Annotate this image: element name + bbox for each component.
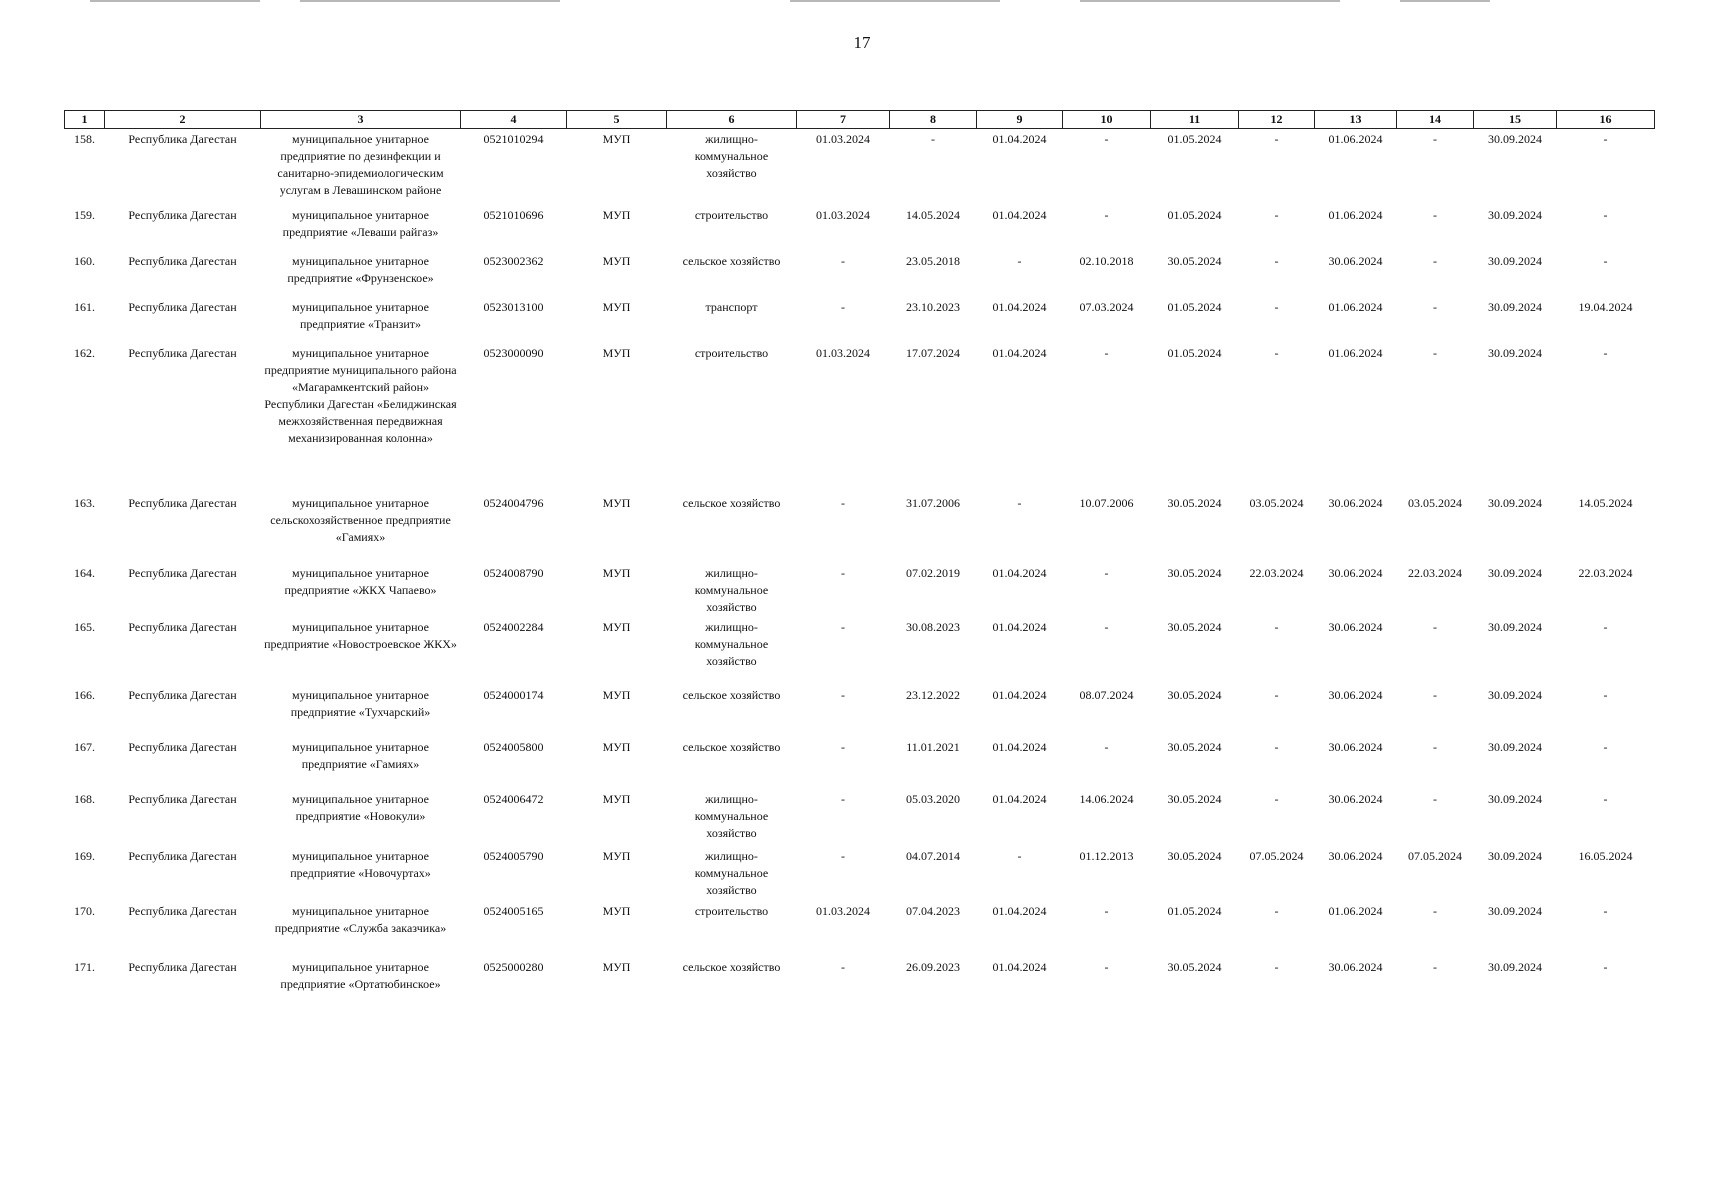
table-row <box>65 957 1655 1007</box>
column-header: 9 <box>977 111 1063 129</box>
sector-cell: сельское хозяйство <box>682 959 781 974</box>
table-row <box>65 846 1655 901</box>
column-header: 5 <box>567 111 667 129</box>
row-number: 165. <box>74 619 95 634</box>
legal-form-cell: МУП <box>602 903 631 918</box>
date-cell: 17.07.2024 <box>906 345 960 360</box>
column-header: 16 <box>1557 111 1655 129</box>
column-header: 6 <box>667 111 797 129</box>
date-cell: - <box>841 495 845 510</box>
date-cell: - <box>1603 903 1608 918</box>
date-cell: - <box>1104 345 1109 360</box>
date-cell: 01.04.2024 <box>992 959 1047 974</box>
sector-cell: жилищно-коммунальное хозяйство <box>694 791 769 840</box>
date-cell: 01.12.2013 <box>1079 848 1134 863</box>
scan-edge-line <box>1080 0 1340 2</box>
date-cell: - <box>1274 132 1279 146</box>
region-cell: Республика Дагестан <box>128 903 237 918</box>
date-cell: 01.04.2024 <box>992 687 1047 702</box>
date-cell: 30.09.2024 <box>1488 791 1542 806</box>
column-header: 8 <box>890 111 977 129</box>
date-cell: 02.10.2018 <box>1079 253 1134 268</box>
inn-cell: 0524005165 <box>483 903 544 918</box>
inn-cell: 0524006472 <box>483 791 544 806</box>
region-cell: Республика Дагестан <box>128 619 237 634</box>
column-header: 3 <box>261 111 461 129</box>
legal-form-cell: МУП <box>602 739 631 754</box>
date-cell: - <box>841 299 845 314</box>
column-number-row <box>65 111 1655 129</box>
column-header: 11 <box>1151 111 1239 129</box>
date-cell: 01.04.2024 <box>992 565 1047 580</box>
date-cell: 30.08.2023 <box>906 619 960 634</box>
row-number: 170. <box>74 903 95 918</box>
date-cell: - <box>841 848 845 863</box>
date-cell: 07.04.2023 <box>906 903 960 918</box>
row-number: 171. <box>74 959 95 974</box>
column-header: 12 <box>1239 111 1315 129</box>
date-cell: - <box>1274 253 1279 268</box>
inn-cell: 0523002362 <box>483 253 544 268</box>
date-cell: 01.04.2024 <box>992 207 1047 222</box>
date-cell: 04.07.2014 <box>906 848 960 863</box>
table-row <box>65 563 1655 617</box>
date-cell: - <box>1017 253 1022 268</box>
date-cell: 30.06.2024 <box>1328 495 1383 510</box>
date-cell: 30.05.2024 <box>1167 791 1222 806</box>
date-cell: 14.05.2024 <box>906 207 960 222</box>
date-cell: 07.03.2024 <box>1079 299 1134 314</box>
date-cell: - <box>1433 132 1437 146</box>
date-cell: - <box>841 253 845 268</box>
date-cell: 30.06.2024 <box>1328 565 1383 580</box>
region-cell: Республика Дагестан <box>128 207 237 222</box>
enterprise-name-cell: муниципальное унитарное предприятие «Служба заказчика» <box>274 903 447 935</box>
date-cell: - <box>1274 739 1279 754</box>
date-cell: - <box>1433 959 1437 974</box>
inn-cell: 0523000090 <box>483 345 544 360</box>
enterprise-name-cell: муниципальное унитарное предприятие «Новостроевское ЖКХ» <box>264 619 457 651</box>
legal-form-cell: МУП <box>602 207 631 222</box>
date-cell: - <box>841 791 845 806</box>
legal-form-cell: МУП <box>602 495 631 510</box>
date-cell: 05.03.2020 <box>906 791 960 806</box>
date-cell: 30.06.2024 <box>1328 791 1383 806</box>
date-cell: 30.06.2024 <box>1328 959 1383 974</box>
date-cell: - <box>1433 207 1437 222</box>
date-cell: 30.06.2024 <box>1328 739 1383 754</box>
table-row <box>65 205 1655 251</box>
column-header: 14 <box>1397 111 1474 129</box>
legal-form-cell: МУП <box>602 687 631 702</box>
date-cell: 01.04.2024 <box>992 739 1047 754</box>
sector-cell: строительство <box>694 345 769 360</box>
date-cell: - <box>841 565 845 580</box>
legal-form-cell: МУП <box>602 791 631 806</box>
date-cell: - <box>1433 739 1437 754</box>
row-number: 159. <box>74 207 95 222</box>
date-cell: - <box>1433 687 1437 702</box>
date-cell: - <box>1433 299 1437 314</box>
sector-cell: жилищно-коммунальное хозяйство <box>694 619 769 668</box>
date-cell: - <box>1433 345 1437 360</box>
enterprise-name-cell: муниципальное унитарное предприятие по дезинфекции и санитарно-эпидемиологическим услугам в Левашинском районе <box>277 132 444 197</box>
date-cell: 01.04.2024 <box>992 619 1047 634</box>
date-cell: 30.09.2024 <box>1488 132 1542 146</box>
date-cell: 23.10.2023 <box>906 299 960 314</box>
scan-edge-line <box>90 0 260 2</box>
date-cell: 30.09.2024 <box>1488 345 1542 360</box>
date-cell: 23.12.2022 <box>906 687 960 702</box>
enterprise-name-cell: муниципальное унитарное сельскохозяйственное предприятие «Гамиях» <box>270 495 451 544</box>
column-header: 2 <box>105 111 261 129</box>
date-cell: 01.05.2024 <box>1167 903 1222 918</box>
date-cell: - <box>1274 619 1279 634</box>
date-cell: 01.03.2024 <box>816 207 870 222</box>
inn-cell: 0521010294 <box>483 132 544 146</box>
date-cell: 14.06.2024 <box>1079 791 1134 806</box>
date-cell: 30.09.2024 <box>1488 959 1542 974</box>
date-cell: 30.09.2024 <box>1488 565 1542 580</box>
date-cell: 19.04.2024 <box>1578 299 1633 314</box>
date-cell: - <box>1603 345 1608 360</box>
scan-edge-line <box>300 0 560 2</box>
date-cell: 01.05.2024 <box>1167 345 1222 360</box>
date-cell: 16.05.2024 <box>1578 848 1633 863</box>
inn-cell: 0524004796 <box>483 495 544 510</box>
date-cell: - <box>1603 253 1608 268</box>
table-row <box>65 129 1655 205</box>
date-cell: - <box>1104 565 1109 580</box>
date-cell: - <box>841 739 845 754</box>
date-cell: 07.05.2024 <box>1408 848 1462 863</box>
table-row <box>65 737 1655 789</box>
column-header: 13 <box>1315 111 1397 129</box>
date-cell: - <box>1603 132 1608 146</box>
date-cell: 30.05.2024 <box>1167 565 1222 580</box>
region-cell: Республика Дагестан <box>128 253 237 268</box>
region-cell: Республика Дагестан <box>128 959 237 974</box>
date-cell: 01.06.2024 <box>1328 299 1383 314</box>
date-cell: 30.09.2024 <box>1488 619 1542 634</box>
date-cell: 30.06.2024 <box>1328 619 1383 634</box>
scan-edge-line <box>1400 0 1490 2</box>
enterprise-name-cell: муниципальное унитарное предприятие «Гамиях» <box>292 739 429 771</box>
region-cell: Республика Дагестан <box>128 687 237 702</box>
date-cell: 01.05.2024 <box>1167 207 1222 222</box>
date-cell: - <box>1274 959 1279 974</box>
date-cell: 31.07.2006 <box>906 495 960 510</box>
date-cell: 30.09.2024 <box>1488 495 1542 510</box>
inn-cell: 0521010696 <box>483 207 544 222</box>
date-cell: 03.05.2024 <box>1408 495 1462 510</box>
enterprise-name-cell: муниципальное унитарное предприятие «Новочуртах» <box>290 848 431 880</box>
legal-form-cell: МУП <box>602 848 631 863</box>
date-cell: 30.09.2024 <box>1488 299 1542 314</box>
date-cell: 01.06.2024 <box>1328 903 1383 918</box>
column-header: 1 <box>65 111 105 129</box>
date-cell: 10.07.2006 <box>1079 495 1134 510</box>
date-cell: - <box>1603 687 1608 702</box>
legal-form-cell: МУП <box>602 132 631 146</box>
row-number: 169. <box>74 848 95 863</box>
legal-form-cell: МУП <box>602 959 631 974</box>
legal-form-cell: МУП <box>602 619 631 634</box>
date-cell: 01.05.2024 <box>1167 132 1222 146</box>
date-cell: - <box>1017 848 1022 863</box>
row-number: 158. <box>74 132 95 146</box>
date-cell: - <box>841 619 845 634</box>
date-cell: 30.09.2024 <box>1488 687 1542 702</box>
date-cell: 30.06.2024 <box>1328 253 1383 268</box>
date-cell: 11.01.2021 <box>906 739 960 754</box>
date-cell: - <box>1603 739 1608 754</box>
row-number: 167. <box>74 739 95 754</box>
date-cell: 22.03.2024 <box>1249 565 1304 580</box>
date-cell: 30.05.2024 <box>1167 495 1222 510</box>
table-row <box>65 789 1655 846</box>
date-cell: - <box>1274 299 1279 314</box>
sector-cell: транспорт <box>705 299 758 314</box>
enterprise-name-cell: муниципальное унитарное предприятие «Новокули» <box>292 791 429 823</box>
scan-edge-line <box>790 0 1000 2</box>
date-cell: 30.05.2024 <box>1167 959 1222 974</box>
region-cell: Республика Дагестан <box>128 299 237 314</box>
row-number: 168. <box>74 791 95 806</box>
date-cell: 07.02.2019 <box>906 565 960 580</box>
date-cell: 03.05.2024 <box>1249 495 1304 510</box>
date-cell: 30.09.2024 <box>1488 903 1542 918</box>
registry-table <box>64 110 1655 1007</box>
inn-cell: 0524008790 <box>483 565 544 580</box>
region-cell: Республика Дагестан <box>128 345 237 360</box>
date-cell: 01.05.2024 <box>1167 299 1222 314</box>
row-number: 164. <box>74 565 95 580</box>
enterprise-name-cell: муниципальное унитарное предприятие «Фрунзенское» <box>287 253 434 285</box>
date-cell: - <box>841 687 845 702</box>
enterprise-name-cell: муниципальное унитарное предприятие «Ортатюбинское» <box>280 959 441 991</box>
row-number: 161. <box>74 299 95 314</box>
region-cell: Республика Дагестан <box>128 848 237 863</box>
date-cell: 30.05.2024 <box>1167 848 1222 863</box>
date-cell: 22.03.2024 <box>1578 565 1633 580</box>
date-cell: 07.05.2024 <box>1249 848 1304 863</box>
table-row <box>65 685 1655 737</box>
date-cell: - <box>1104 739 1109 754</box>
date-cell: - <box>1274 345 1279 360</box>
date-cell: - <box>1017 495 1022 510</box>
date-cell: 01.04.2024 <box>992 132 1047 146</box>
date-cell: - <box>1603 959 1608 974</box>
row-number: 162. <box>74 345 95 360</box>
inn-cell: 0523013100 <box>483 299 544 314</box>
date-cell: 30.06.2024 <box>1328 848 1383 863</box>
date-cell: 08.07.2024 <box>1079 687 1134 702</box>
date-cell: 30.09.2024 <box>1488 253 1542 268</box>
date-cell: 30.05.2024 <box>1167 253 1222 268</box>
date-cell: 01.04.2024 <box>992 299 1047 314</box>
column-header: 7 <box>797 111 890 129</box>
date-cell: - <box>1274 687 1279 702</box>
date-cell: 30.06.2024 <box>1328 687 1383 702</box>
date-cell: - <box>1104 207 1109 222</box>
date-cell: 14.05.2024 <box>1578 495 1633 510</box>
sector-cell: сельское хозяйство <box>682 253 781 268</box>
date-cell: - <box>1433 791 1437 806</box>
date-cell: - <box>1274 791 1279 806</box>
sector-cell: сельское хозяйство <box>682 739 781 754</box>
enterprise-name-cell: муниципальное унитарное предприятие «Транзит» <box>292 299 429 331</box>
inn-cell: 0524002284 <box>483 619 544 634</box>
date-cell: 01.03.2024 <box>816 132 870 146</box>
date-cell: 01.04.2024 <box>992 903 1047 918</box>
row-number: 166. <box>74 687 95 702</box>
date-cell: - <box>841 959 845 974</box>
region-cell: Республика Дагестан <box>128 565 237 580</box>
inn-cell: 0525000280 <box>483 959 544 974</box>
enterprise-name-cell: муниципальное унитарное предприятие «ЖКХ Чапаево» <box>284 565 437 597</box>
table-row <box>65 343 1655 493</box>
table-row <box>65 251 1655 297</box>
legal-form-cell: МУП <box>602 253 631 268</box>
date-cell: - <box>1104 903 1109 918</box>
date-cell: - <box>1433 903 1437 918</box>
table-row <box>65 297 1655 343</box>
date-cell: 22.03.2024 <box>1408 565 1462 580</box>
date-cell: 01.03.2024 <box>816 903 870 918</box>
sector-cell: сельское хозяйство <box>682 495 781 510</box>
inn-cell: 0524000174 <box>483 687 544 702</box>
inn-cell: 0524005790 <box>483 848 544 863</box>
table-row <box>65 493 1655 563</box>
date-cell: - <box>1274 903 1279 918</box>
date-cell: 26.09.2023 <box>906 959 960 974</box>
enterprise-name-cell: муниципальное унитарное предприятие муниципального района «Магарамкентский район» Республики Дагестан «Белиджинская межхозяйственная передвижная механизированная колонна» <box>264 345 457 445</box>
sector-cell: строительство <box>694 903 769 918</box>
column-header: 15 <box>1474 111 1557 129</box>
date-cell: 01.03.2024 <box>816 345 870 360</box>
legal-form-cell: МУП <box>602 345 631 360</box>
date-cell: - <box>1104 619 1109 634</box>
enterprise-name-cell: муниципальное унитарное предприятие «Леваши райгаз» <box>282 207 439 239</box>
sector-cell: жилищно-коммунальное хозяйство <box>694 848 769 897</box>
page-number: 17 <box>853 33 871 52</box>
date-cell: - <box>1433 253 1437 268</box>
row-number: 163. <box>74 495 95 510</box>
date-cell: 01.06.2024 <box>1328 345 1383 360</box>
date-cell: 01.04.2024 <box>992 791 1047 806</box>
row-number: 160. <box>74 253 95 268</box>
date-cell: 01.06.2024 <box>1328 207 1383 222</box>
sector-cell: жилищно-коммунальное хозяйство <box>694 565 769 614</box>
date-cell: - <box>1104 959 1109 974</box>
date-cell: - <box>931 132 935 146</box>
sector-cell: сельское хозяйство <box>682 687 781 702</box>
region-cell: Республика Дагестан <box>128 791 237 806</box>
date-cell: - <box>1603 207 1608 222</box>
inn-cell: 0524005800 <box>483 739 544 754</box>
region-cell: Республика Дагестан <box>128 739 237 754</box>
date-cell: 30.09.2024 <box>1488 848 1542 863</box>
date-cell: 30.09.2024 <box>1488 207 1542 222</box>
date-cell: - <box>1433 619 1437 634</box>
date-cell: 30.05.2024 <box>1167 619 1222 634</box>
region-cell: Республика Дагестан <box>128 132 237 146</box>
date-cell: 01.04.2024 <box>992 345 1047 360</box>
column-header: 4 <box>461 111 567 129</box>
legal-form-cell: МУП <box>602 565 631 580</box>
date-cell: 30.05.2024 <box>1167 739 1222 754</box>
enterprise-name-cell: муниципальное унитарное предприятие «Тухчарский» <box>290 687 431 719</box>
table-row <box>65 901 1655 957</box>
date-cell: - <box>1603 619 1608 634</box>
table-row <box>65 617 1655 685</box>
date-cell: - <box>1104 132 1109 146</box>
date-cell: 30.05.2024 <box>1167 687 1222 702</box>
date-cell: - <box>1274 207 1279 222</box>
sector-cell: жилищно-коммунальное хозяйство <box>694 132 769 180</box>
region-cell: Республика Дагестан <box>128 495 237 510</box>
date-cell: 23.05.2018 <box>906 253 960 268</box>
date-cell: 01.06.2024 <box>1328 132 1383 146</box>
sector-cell: строительство <box>694 207 769 222</box>
column-header: 10 <box>1063 111 1151 129</box>
date-cell: 30.09.2024 <box>1488 739 1542 754</box>
legal-form-cell: МУП <box>602 299 631 314</box>
date-cell: - <box>1603 791 1608 806</box>
